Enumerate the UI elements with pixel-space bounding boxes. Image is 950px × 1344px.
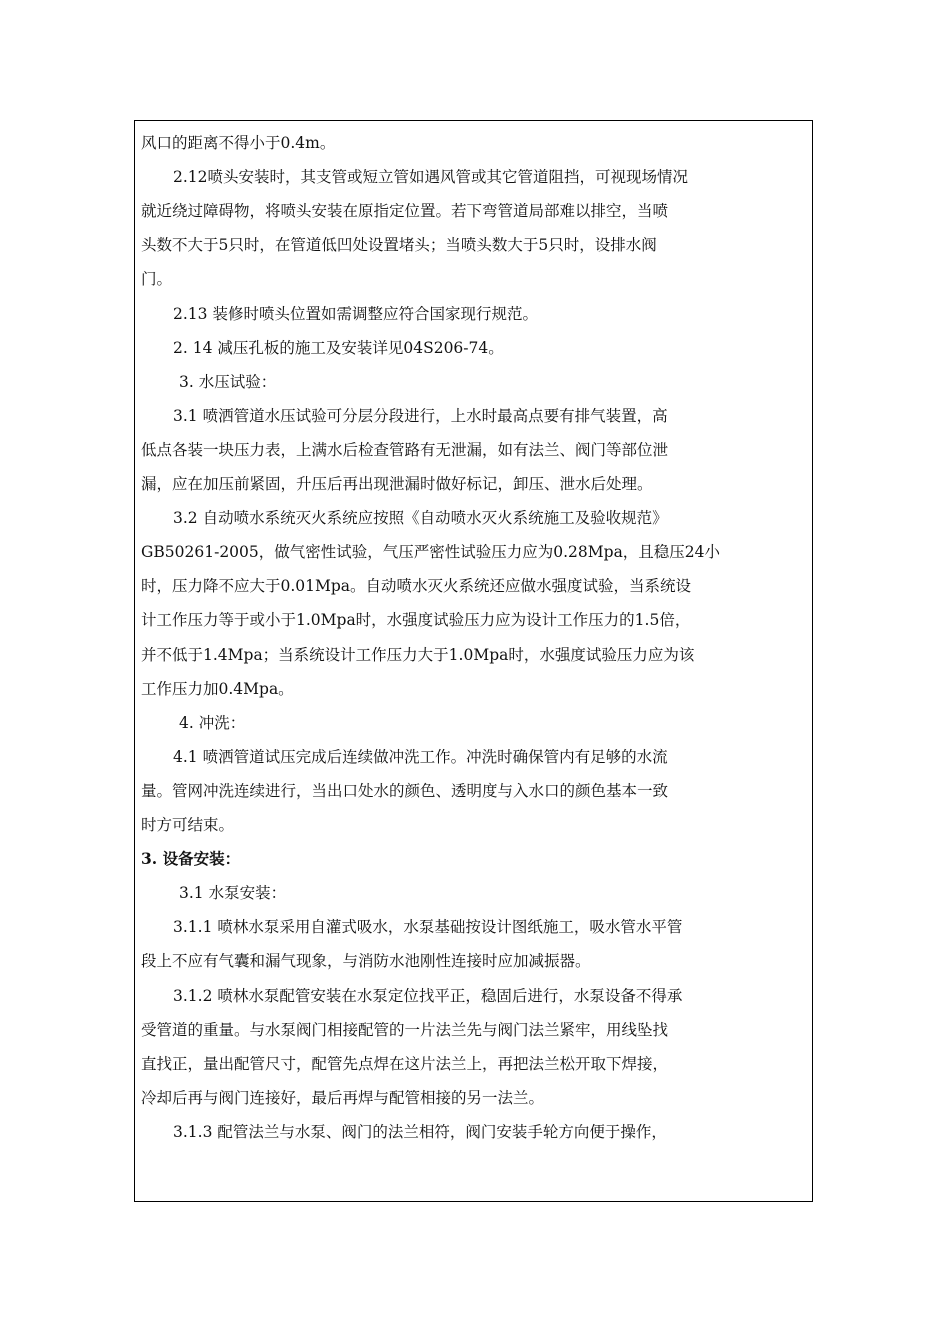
- text-line: 漏，应在加压前紧固，升压后再出现泄漏时做好标记，卸压、泄水后处理。: [141, 475, 653, 493]
- text-line: 门。: [141, 270, 173, 288]
- text-line: 直找正，量出配管尺寸，配管先点焊在这片法兰上，再把法兰松开取下焊接，: [141, 1055, 669, 1073]
- text-line: 头数不大于5只时，在管道低凹处设置堵头；当喷头数大于5只时，设排水阀: [141, 236, 657, 254]
- text-line: 冷却后再与阀门连接好，最后再焊与配管相接的另一法兰。: [141, 1089, 545, 1107]
- text-line: GB50261-2005，做气密性试验，气压严密性试验压力应为0.28Mpa，且稳压24小: [141, 543, 721, 561]
- text-line: 3.2 自动喷水系统灭火系统应按照《自动喷水灭火系统施工及验收规范》: [173, 509, 668, 527]
- text-line: 风口的距离不得小于0.4m。: [141, 134, 336, 152]
- text-line: 量。管网冲洗连续进行，当出口处水的颜色、透明度与入水口的颜色基本一致: [141, 782, 669, 800]
- text-line: 受管道的重量。与水泵阀门相接配管的一片法兰先与阀门法兰紧牢，用线坠找: [141, 1021, 669, 1039]
- text-line: 并不低于1.4Mpa；当系统设计工作压力大于1.0Mpa时，水强度试验压力应为该: [141, 646, 695, 664]
- text-line: 时，压力降不应大于0.01Mpa。自动喷水灭火系统还应做水强度试验，当系统设: [141, 577, 692, 595]
- text-line: 4. 冲洗：: [179, 714, 246, 732]
- text-line: 2.13 装修时喷头位置如需调整应符合国家现行规范。: [173, 305, 538, 323]
- text-line: 工作压力加0.4Mpa。: [141, 680, 294, 698]
- text-line: 低点各装一块压力表，上满水后检查管路有无泄漏，如有法兰、阀门等部位泄: [141, 441, 669, 459]
- text-line: 时方可结束。: [141, 816, 235, 834]
- text-line: 2.12喷头安装时，其支管或短立管如遇风管或其它管道阻挡，可视现场情况: [173, 168, 689, 186]
- text-line: 段上不应有气囊和漏气现象，与消防水池刚性连接时应加减振器。: [141, 952, 591, 970]
- text-line: 2. 14 减压孔板的施工及安装详见04S206-74。: [173, 339, 504, 357]
- text-line: 4.1 喷洒管道试压完成后连续做冲洗工作。冲洗时确保管内有足够的水流: [173, 748, 668, 766]
- text-line: 3.1 喷洒管道水压试验可分层分段进行，上水时最高点要有排气装置，高: [173, 407, 668, 425]
- text-line: 3. 设备安装：: [141, 849, 241, 868]
- text-line: 3.1.3 配管法兰与水泵、阀门的法兰相符，阀门安装手轮方向便于操作，: [173, 1123, 667, 1141]
- text-line: 就近绕过障碍物，将喷头安装在原指定位置。若下弯管道局部难以排空，当喷: [141, 202, 669, 220]
- text-line: 3. 水压试验：: [179, 373, 277, 391]
- text-line: 3.1.2 喷林水泵配管安装在水泵定位找平正，稳固后进行，水泵设备不得承: [173, 987, 683, 1005]
- text-line: 计工作压力等于或小于1.0Mpa时，水强度试验压力应为设计工作压力的1.5倍，: [141, 611, 691, 629]
- text-line: 3.1.1 喷林水泵采用自灌式吸水，水泵基础按设计图纸施工，吸水管水平管: [173, 918, 683, 936]
- text-line: 3.1 水泵安装：: [179, 884, 287, 902]
